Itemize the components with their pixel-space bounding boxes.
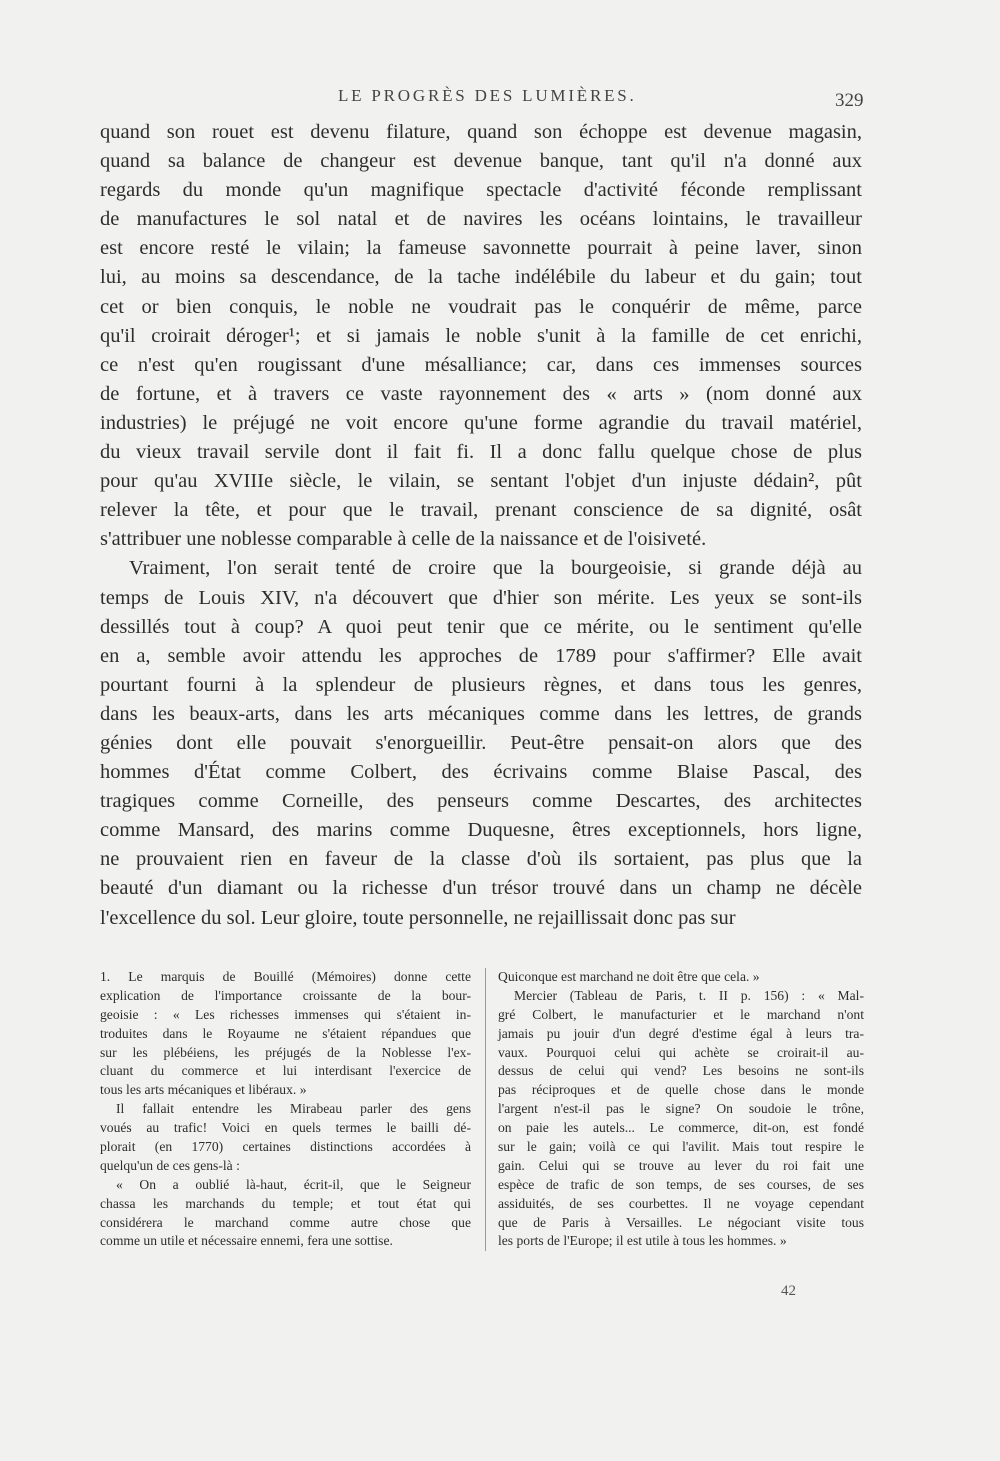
footnote-line: tous les arts mécaniques et libéraux. » [100,1082,307,1098]
footnote-line: voués au trafic! Voici en quels termes le bailli dé- [100,1120,471,1136]
footnote-line: sur le gain; voilà ce qui l'avilit. Mais tout respire le [498,1139,864,1155]
footnote-left-column [100,968,471,1251]
footnote-line: on paie les autels... Le commerce, dit-on, est fondé [498,1120,864,1136]
text-line: quand sa balance de changeur est devenue banque, tant qu'il n'a donné aux [100,150,862,173]
text-line: s'attribuer une noblesse comparable à celle de la naissance et de l'oisiveté. [100,528,707,551]
text-line: l'excellence du sol. Leur gloire, toute personnelle, ne rejaillissait donc pas sur [100,906,736,929]
footnote-line: assiduités, de ses courbettes. Il ne voyage cependant [498,1195,864,1211]
footnote-line: jamais pu jouir d'un degré d'estime égal à leurs tra- [498,1025,864,1041]
footnote-line: les ports de l'Europe; il est utile à tous les hommes. » [498,1233,787,1249]
text-line: dans les beaux-arts, dans les arts mécaniques comme dans les lettres, de grands [100,702,862,725]
text-line: en a, semble avoir attendu les approches de 1789 pour s'affirmer? Elle avait [100,644,862,667]
text-line: comme Mansard, des marins comme Duquesne, êtres exceptionnels, hors ligne, [100,819,862,842]
text-line: pour qu'au XVIIIe siècle, le vilain, se sentant l'objet d'un injuste dédain², pût [100,470,862,493]
footnote-line: dessus de celui qui vend? Les besoins ne sont-ils [498,1063,864,1079]
page-number: 329 [835,90,864,111]
footnote-line: l'argent n'est-il pas le signe? On soudoie le trône, [498,1101,864,1117]
footnote-line: Il fallait entendre les Mirabeau parler des gens [116,1101,471,1117]
text-line: industries) le préjugé ne voit encore qu'une forme agrandie du travail matériel, [100,411,862,434]
footnote-right-column [485,968,864,1251]
text-line: quand son rouet est devenu filature, quand son échoppe est devenue magasin, [100,121,862,143]
text-line: ne prouvaient rien en faveur de la classe d'où ils sortaient, pas plus que la [100,848,862,871]
text-line: génies dont elle pouvait s'enorgueillir. Peut-être pensait-on alors que des [100,731,862,754]
text-line: de fortune, et à travers ce vaste rayonnement des « arts » (nom donné aux [100,382,862,405]
footnote-line: espèce de trafic de son temps, de ses courses, de ses [498,1176,864,1192]
footnote-line: gré Colbert, le manufacturier et le marchand n'ont [498,1006,864,1022]
text-line: regards du monde qu'un magnifique spectacle d'activité féconde remplissant [100,179,862,202]
footnote-line: cluant du commerce et lui interdisant l'exercice de [100,1063,471,1079]
main-text [100,118,862,933]
text-line: temps de Louis XIV, n'a découvert que d'hier son mérite. Les yeux se sont-ils [100,586,862,609]
footnote-line: troduites dans le Royaume ne s'étaient répandues que [100,1025,471,1041]
footnote-line: pas réciproques et de quelle chose dans le monde [498,1082,864,1098]
footnote-line: quelqu'un de ces gens-là : [100,1157,240,1173]
text-line: ce n'est qu'en rougissant d'une mésalliance; car, dans ces immenses sources [100,353,862,376]
footnote-line: que de Paris à Versailles. Le négociant visite tous [498,1214,864,1230]
footnote-line: gain. Celui qui se trouve au lever du roi fait une [498,1157,864,1173]
text-line: beauté d'un diamant ou la richesse d'un trésor trouvé dans un champ ne décèle [100,877,862,900]
text-line: relever la tête, et pour que le travail, prenant conscience de sa dignité, osât [100,499,862,522]
footnote-line: explication de l'importance croissante de la bour- [100,987,471,1003]
text-line: pourtant fourni à la splendeur de plusieurs règnes, et dans tous les genres, [100,673,862,696]
footnote-line: plorait (en 1770) certaines distinctions accordées à [100,1139,471,1155]
footnote-line: « On a oublié là-haut, écrit-il, que le Seigneur [116,1176,471,1192]
text-line: Vraiment, l'on serait tenté de croire que la bourgeoisie, si grande déjà au [129,557,862,580]
text-line: est encore resté le vilain; la fameuse savonnette pourrait à peine laver, sinon [100,237,862,260]
footnote-line: chassa les marchands du temple; et tout état qui [100,1195,471,1211]
running-title: LE PROGRÈS DES LUMIÈRES. [338,86,637,105]
text-line: cet or bien conquis, le noble ne voudrait pas le conquérir de même, parce [100,295,862,318]
text-line: lui, au moins sa descendance, de la tache indélébile du labeur et du gain; tout [100,266,862,289]
footnote-line: Quiconque est marchand ne doit être que cela. » [498,969,760,984]
signature-mark: 42 [781,1283,796,1299]
text-line: de manufactures le sol natal et de navires les océans lointains, le travailleur [100,208,862,231]
text-line: hommes d'État comme Colbert, des écrivains comme Blaise Pascal, des [100,761,862,784]
text-line: qu'il croirait déroger¹; et si jamais le noble s'unit à la famille de cet enrichi, [100,324,862,347]
text-line: du vieux travail servile dont il fait fi. Il a donc fallu quelque chose de plus [100,441,862,464]
text-line: tragiques comme Corneille, des penseurs comme Descartes, des architectes [100,790,862,813]
footnote-line: comme un utile et nécessaire ennemi, fera une sottise. [100,1233,393,1249]
footnote-line: considérera le marchand comme autre chose que [100,1214,471,1230]
footnote-line: Mercier (Tableau de Paris, t. II p. 156) : « Mal- [514,987,864,1003]
footnote-line: geoisie : « Les richesses immenses qui s'étaient in- [100,1006,471,1022]
text-line: dessillés tout à coup? A quoi peut tenir que ce mérite, ou le sentiment qu'elle [100,615,862,638]
footnote-line: 1. Le marquis de Bouillé (Mémoires) donne cette [100,969,471,984]
footnote-line: sur les plébéiens, les préjugés de la Noblesse l'ex- [100,1044,471,1060]
footnote-line: vaux. Pourquoi celui qui achète se croirait-il au- [498,1044,864,1060]
